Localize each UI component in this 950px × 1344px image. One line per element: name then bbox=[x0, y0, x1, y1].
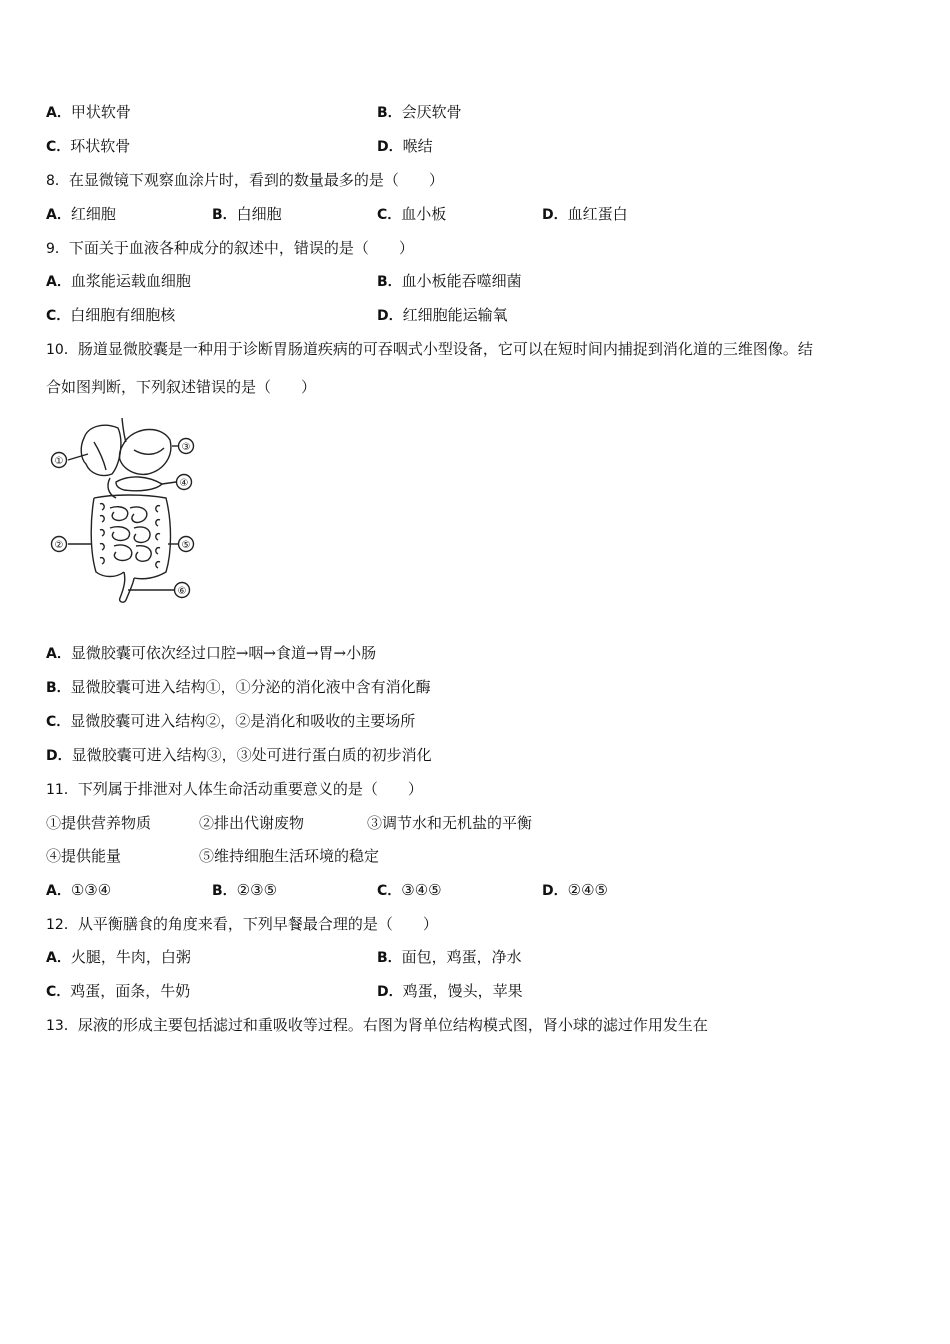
option-text: 显微胶囊可进入结构②，②是消化和吸收的主要场所 bbox=[70, 712, 416, 730]
q10-stem-line1 bbox=[46, 338, 813, 360]
q10-stem-line2 bbox=[46, 376, 316, 398]
esophagus-shape bbox=[122, 418, 126, 442]
q11-item-3 bbox=[367, 812, 532, 834]
option-text: 红细胞能运输氧 bbox=[402, 306, 508, 324]
q10-option-b bbox=[46, 676, 431, 698]
figure-label-6: ⑥ bbox=[177, 586, 187, 597]
question-number: 10． bbox=[46, 342, 78, 358]
stomach-shape bbox=[119, 430, 170, 475]
q8-option-d bbox=[542, 203, 628, 225]
question-text: 下面关于血液各种成分的叙述中，错误的是（ ） bbox=[68, 239, 414, 257]
figure-label-4: ④ bbox=[179, 478, 189, 489]
option-label: C． bbox=[46, 984, 71, 1000]
q11-item-1 bbox=[46, 812, 151, 834]
q12-option-c bbox=[46, 980, 190, 1002]
pancreas-shape bbox=[116, 477, 162, 491]
question-number: 12． bbox=[46, 917, 78, 933]
item-text: 提供能量 bbox=[61, 847, 122, 865]
q10-option-d bbox=[46, 744, 432, 766]
q13-stem bbox=[46, 1014, 708, 1036]
q11-option-b bbox=[212, 879, 277, 901]
digestive-system-figure bbox=[44, 412, 204, 608]
option-label: B． bbox=[377, 274, 402, 290]
option-label: D． bbox=[542, 883, 568, 899]
option-text: 红细胞 bbox=[70, 205, 116, 223]
q11-item-4 bbox=[46, 845, 121, 867]
option-label: C． bbox=[46, 139, 71, 155]
option-label: A． bbox=[46, 950, 71, 966]
item-mark: ⑤ bbox=[199, 847, 215, 865]
option-text: ③④⑤ bbox=[401, 881, 442, 899]
option-text: 血红蛋白 bbox=[567, 205, 628, 223]
q10-option-a bbox=[46, 642, 376, 664]
option-label: D． bbox=[377, 139, 403, 155]
item-text: 维持细胞生活环境的稳定 bbox=[214, 847, 380, 865]
question-number: 9． bbox=[46, 241, 69, 257]
q8-stem bbox=[46, 169, 444, 191]
item-text: 提供营养物质 bbox=[61, 814, 152, 832]
option-label: A． bbox=[46, 105, 71, 121]
q7-option-c bbox=[46, 135, 130, 157]
option-label: B． bbox=[377, 950, 402, 966]
option-text: 鸡蛋，馒头，苹果 bbox=[402, 982, 523, 1000]
question-text: 在显微镜下观察血涂片时，看到的数量最多的是（ ） bbox=[68, 171, 444, 189]
option-label: B． bbox=[212, 207, 237, 223]
option-text: 白细胞 bbox=[236, 205, 282, 223]
question-text: 从平衡膳食的角度来看，下列早餐最合理的是（ ） bbox=[77, 915, 438, 933]
option-label: B． bbox=[212, 883, 237, 899]
item-mark: ① bbox=[46, 814, 62, 832]
q11-option-d bbox=[542, 879, 608, 901]
q7-option-a bbox=[46, 101, 131, 123]
option-label: C． bbox=[46, 714, 71, 730]
item-mark: ③ bbox=[367, 814, 383, 832]
option-text: 面包，鸡蛋，净水 bbox=[401, 948, 522, 966]
q11-stem bbox=[46, 778, 423, 800]
option-label: D． bbox=[377, 984, 403, 1000]
q10-option-c bbox=[46, 710, 415, 732]
option-label: C． bbox=[377, 883, 402, 899]
figure-label-5: ⑤ bbox=[181, 540, 191, 551]
small-intestine-coils bbox=[110, 507, 151, 562]
rectum-shape bbox=[120, 572, 134, 602]
option-text: 火腿，牛肉，白粥 bbox=[70, 948, 191, 966]
option-text: ②③⑤ bbox=[236, 881, 278, 899]
option-text: 甲状软骨 bbox=[70, 103, 131, 121]
option-label: C． bbox=[377, 207, 402, 223]
option-text: ②④⑤ bbox=[567, 881, 608, 899]
option-label: D． bbox=[377, 308, 403, 324]
liver-shape bbox=[81, 425, 121, 475]
q9-option-b bbox=[377, 270, 522, 292]
option-label: D． bbox=[46, 748, 72, 764]
question-text: 合如图判断，下列叙述错误的是（ ） bbox=[46, 378, 317, 396]
q9-option-a bbox=[46, 270, 191, 292]
option-label: A． bbox=[46, 207, 71, 223]
item-text: 调节水和无机盐的平衡 bbox=[382, 814, 533, 832]
item-text: 排出代谢废物 bbox=[214, 814, 305, 832]
option-label: D． bbox=[542, 207, 568, 223]
option-text: 显微胶囊可依次经过口腔→咽→食道→胃→小肠 bbox=[70, 644, 377, 662]
option-label: B． bbox=[46, 680, 71, 696]
figure-label-2: ② bbox=[54, 540, 64, 551]
option-text: 血小板能吞噬细菌 bbox=[401, 272, 522, 290]
option-label: C． bbox=[46, 308, 71, 324]
q11-item-2 bbox=[199, 812, 304, 834]
q12-option-d bbox=[377, 980, 523, 1002]
q11-item-5 bbox=[199, 845, 379, 867]
option-text: 喉结 bbox=[402, 137, 433, 155]
q8-option-c bbox=[377, 203, 446, 225]
option-label: A． bbox=[46, 883, 71, 899]
q7-option-d bbox=[377, 135, 433, 157]
option-text: 显微胶囊可进入结构③，③处可进行蛋白质的初步消化 bbox=[71, 746, 432, 764]
question-number: 8． bbox=[46, 173, 69, 189]
option-label: A． bbox=[46, 274, 71, 290]
question-number: 13． bbox=[46, 1018, 78, 1034]
q12-option-a bbox=[46, 946, 191, 968]
q9-option-d bbox=[377, 304, 508, 326]
option-label: A． bbox=[46, 646, 71, 662]
option-text: 白细胞有细胞核 bbox=[70, 306, 176, 324]
item-mark: ② bbox=[199, 814, 215, 832]
option-text: 环状软骨 bbox=[70, 137, 131, 155]
q7-option-b bbox=[377, 101, 462, 123]
q11-option-a bbox=[46, 879, 111, 901]
option-text: 血浆能运载血细胞 bbox=[70, 272, 191, 290]
option-label: B． bbox=[377, 105, 402, 121]
option-text: 会厌软骨 bbox=[401, 103, 462, 121]
q8-option-b bbox=[212, 203, 282, 225]
option-text: 显微胶囊可进入结构①，①分泌的消化液中含有消化酶 bbox=[70, 678, 431, 696]
figure-label-1: ① bbox=[54, 456, 64, 467]
q12-option-b bbox=[377, 946, 522, 968]
option-text: ①③④ bbox=[70, 881, 112, 899]
ascending-colon bbox=[91, 498, 124, 577]
q9-stem bbox=[46, 237, 414, 259]
q12-stem bbox=[46, 913, 438, 935]
question-text: 尿液的形成主要包括滤过和重吸收等过程。右图为肾单位结构模式图，肾小球的滤过作用发生在 bbox=[77, 1016, 708, 1034]
question-number: 11． bbox=[46, 782, 78, 798]
question-text: 肠道显微胶囊是一种用于诊断胃肠道疾病的可吞咽式小型设备，它可以在短时间内捕捉到消化道的三维图像。结 bbox=[77, 340, 813, 358]
item-mark: ④ bbox=[46, 847, 62, 865]
question-text: 下列属于排泄对人体生命活动重要意义的是（ ） bbox=[77, 780, 423, 798]
option-text: 血小板 bbox=[401, 205, 447, 223]
option-text: 鸡蛋，面条，牛奶 bbox=[70, 982, 191, 1000]
q9-option-c bbox=[46, 304, 175, 326]
q8-option-a bbox=[46, 203, 116, 225]
figure-label-3: ③ bbox=[181, 442, 191, 453]
q11-option-c bbox=[377, 879, 442, 901]
